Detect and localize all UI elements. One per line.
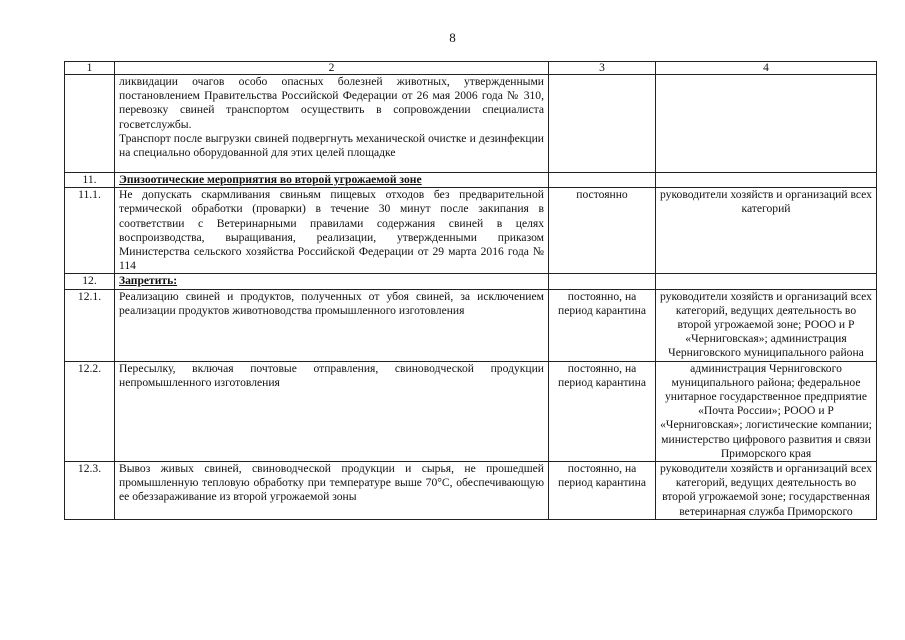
column-header: 1 <box>65 62 115 75</box>
section-title: Эпизоотические мероприятия во второй угрожаемой зоне <box>115 173 549 188</box>
section-row <box>65 173 877 188</box>
table-row <box>65 188 877 274</box>
section-row <box>65 274 877 289</box>
section-number: 12. <box>65 274 115 289</box>
responsible-text: администрация Черниговского муниципального района; федеральное унитарное государственное предприятие «Почта России»; РООО и Р «Черниговская»; логистические компании; министерство цифрового развития и связи Приморского края <box>656 361 877 461</box>
measure-text-cell <box>115 75 549 173</box>
section-title: Запретить: <box>115 274 549 289</box>
deadline-text: постоянно, на период карантина <box>549 462 656 520</box>
deadline-text: постоянно <box>549 188 656 274</box>
row-number: 12.2. <box>65 361 115 461</box>
table-row <box>65 75 877 173</box>
row-number: 12.1. <box>65 289 115 361</box>
responsible-text: руководители хозяйств и организаций всех категорий, ведущих деятельность во второй угрожаемой зоне; РООО и Р «Черниговская»; администрация Черниговского муниципального района <box>656 289 877 361</box>
responsible-text: руководители хозяйств и организаций всех категорий, ведущих деятельность во второй угрожаемой зоне; государственная ветеринарная служба Приморского <box>656 462 877 520</box>
deadline-cell <box>549 173 656 188</box>
table-row <box>65 289 877 361</box>
deadline-text: постоянно, на период карантина <box>549 289 656 361</box>
deadline-text: постоянно, на период карантина <box>549 361 656 461</box>
section-number: 11. <box>65 173 115 188</box>
row-number: 11.1. <box>65 188 115 274</box>
deadline-cell <box>549 274 656 289</box>
measure-paragraph: Транспорт после выгрузки свиней подвергнуть механической очистке и дезинфекции на специально оборудованной для этих целей площадке <box>119 131 544 160</box>
measure-text: Реализацию свиней и продуктов, полученных от убоя свиней, за исключением реализации продуктов животноводства промышленного изготовления <box>115 289 549 361</box>
responsible-text: руководители хозяйств и организаций всех категорий <box>656 188 877 274</box>
responsible-cell <box>656 274 877 289</box>
deadline-cell <box>549 75 656 173</box>
measure-paragraph: ликвидации очагов особо опасных болезней животных, утвержденными постановлением Правительства Российской Федерации от 26 мая 2006 года № 310, перевозку свиней транспортом осуществить в сопровождении специалиста госветслужбы. <box>119 75 544 131</box>
row-number-cell <box>65 75 115 173</box>
row-number: 12.3. <box>65 462 115 520</box>
measures-table <box>64 61 877 520</box>
table-row <box>65 462 877 520</box>
table-header-row <box>65 62 877 75</box>
column-header: 3 <box>549 62 656 75</box>
page-number: 8 <box>449 30 456 45</box>
responsible-cell <box>656 75 877 173</box>
table-row <box>65 361 877 461</box>
measure-text: Пересылку, включая почтовые отправления, свиноводческой продукции непромышленного изготовления <box>115 361 549 461</box>
column-header: 4 <box>656 62 877 75</box>
responsible-cell <box>656 173 877 188</box>
column-header: 2 <box>115 62 549 75</box>
measure-text: Не допускать скармливания свиньям пищевых отходов без предварительной термической обработки (проварки) в течение 30 минут после закипания в соответствии с Ветеринарными правилами содержания свиней в целях воспроизводства, выращивания, реализации, утвержденными приказом Министерства сельского хозяйства Российской Федерации от 29 марта 2016 года № 114 <box>115 188 549 274</box>
measure-text: Вывоз живых свиней, свиноводческой продукции и сырья, не прошедшей промышленную тепловую обработку при температуре выше 70°С, обеспечивающую ее обеззараживание из второй угрожаемой зоны <box>115 462 549 520</box>
